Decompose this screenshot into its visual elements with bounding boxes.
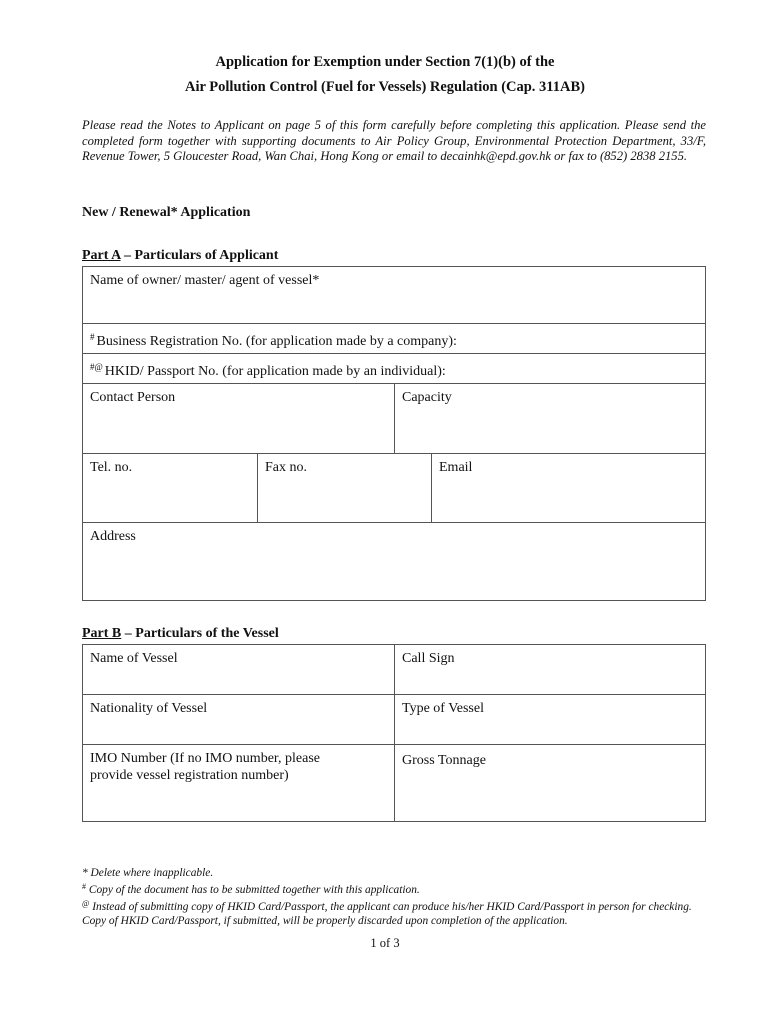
vessel-nationality-label: Nationality of Vessel [90, 701, 208, 716]
capacity-label: Capacity [402, 390, 452, 405]
owner-name-field[interactable] [82, 266, 706, 324]
hkid-passport-field[interactable] [82, 353, 706, 384]
form-title-line1: Application for Exemption under Section 7(1)(b) of the [215, 54, 555, 70]
address-label: Address [90, 529, 136, 544]
page-number: 1 of 3 [370, 936, 400, 950]
email-label: Email [439, 460, 473, 475]
hash-at-mark: #@ [90, 362, 103, 372]
imo-number-field[interactable] [82, 744, 395, 822]
tel-no-label: Tel. no. [90, 460, 133, 475]
footnote-instead [82, 897, 712, 928]
imo-number-label-line2: provide vessel registration number) [90, 768, 289, 783]
vessel-name-field[interactable] [82, 644, 395, 695]
part-a-heading [82, 248, 278, 264]
address-field[interactable] [82, 522, 706, 601]
footnote-delete: * Delete where inapplicable. [82, 867, 214, 879]
intro-instructions: Please read the Notes to Applicant on page 5 of this form carefully before completing this application. Please send the completed form together with supporting documents to Air Policy Group, Environmental Protection Department, 33/F, Revenue Tower, 5 Gloucester Road, Wan Chai, Hong Kong or email to decainhk@epd.gov.hk or fax to (852) 2838 2155. [82, 118, 706, 163]
footnote-hash-mark: # [82, 882, 86, 891]
business-registration-label: Business Registration No. (for application made by a company): [96, 334, 457, 349]
imo-number-label-line1: IMO Number (If no IMO number, please [90, 751, 320, 766]
footnote-copy [82, 880, 712, 897]
part-b-label: Part B [82, 626, 122, 641]
vessel-name-label: Name of Vessel [90, 651, 178, 666]
hkid-passport-label: HKID/ Passport No. (for application made by an individual): [104, 364, 446, 379]
gross-tonnage-field[interactable] [394, 744, 706, 822]
vessel-nationality-field[interactable] [82, 694, 395, 745]
part-a-label: Part A [82, 248, 121, 263]
call-sign-field[interactable] [394, 644, 706, 695]
footnotes [82, 866, 712, 928]
fax-no-label: Fax no. [265, 460, 307, 475]
part-a-title: – Particulars of Applicant [120, 248, 279, 263]
tel-no-field[interactable] [82, 453, 258, 523]
email-field[interactable] [431, 453, 706, 523]
application-type: New / Renewal* Application [82, 205, 251, 220]
call-sign-label: Call Sign [402, 651, 455, 666]
footnote-copy-text: Copy of the document has to be submitted together with this application. [86, 884, 420, 896]
vessel-type-field[interactable] [394, 694, 706, 745]
contact-person-field[interactable] [82, 383, 395, 454]
contact-person-label: Contact Person [90, 390, 176, 405]
part-b-title: – Particulars of the Vessel [121, 626, 279, 641]
owner-name-label: Name of owner/ master/ agent of vessel* [90, 273, 320, 288]
form-title-line2: Air Pollution Control (Fuel for Vessels) Regulation (Cap. 311AB) [185, 79, 585, 95]
vessel-type-label: Type of Vessel [402, 701, 484, 716]
capacity-field[interactable] [394, 383, 706, 454]
hash-mark: # [90, 332, 95, 342]
gross-tonnage-label: Gross Tonnage [402, 753, 486, 768]
business-registration-field[interactable] [82, 323, 706, 354]
footnote-instead-text: Instead of submitting copy of HKID Card/Passport, the applicant can produce his/her HKID Card/Passport in person for checking. Copy of HKID Card/Passport, if submitted, will be properly discarded upon completion of the application. [82, 901, 692, 927]
part-b-heading [82, 626, 279, 642]
fax-no-field[interactable] [257, 453, 432, 523]
footnote-at-mark: @ [82, 899, 90, 908]
